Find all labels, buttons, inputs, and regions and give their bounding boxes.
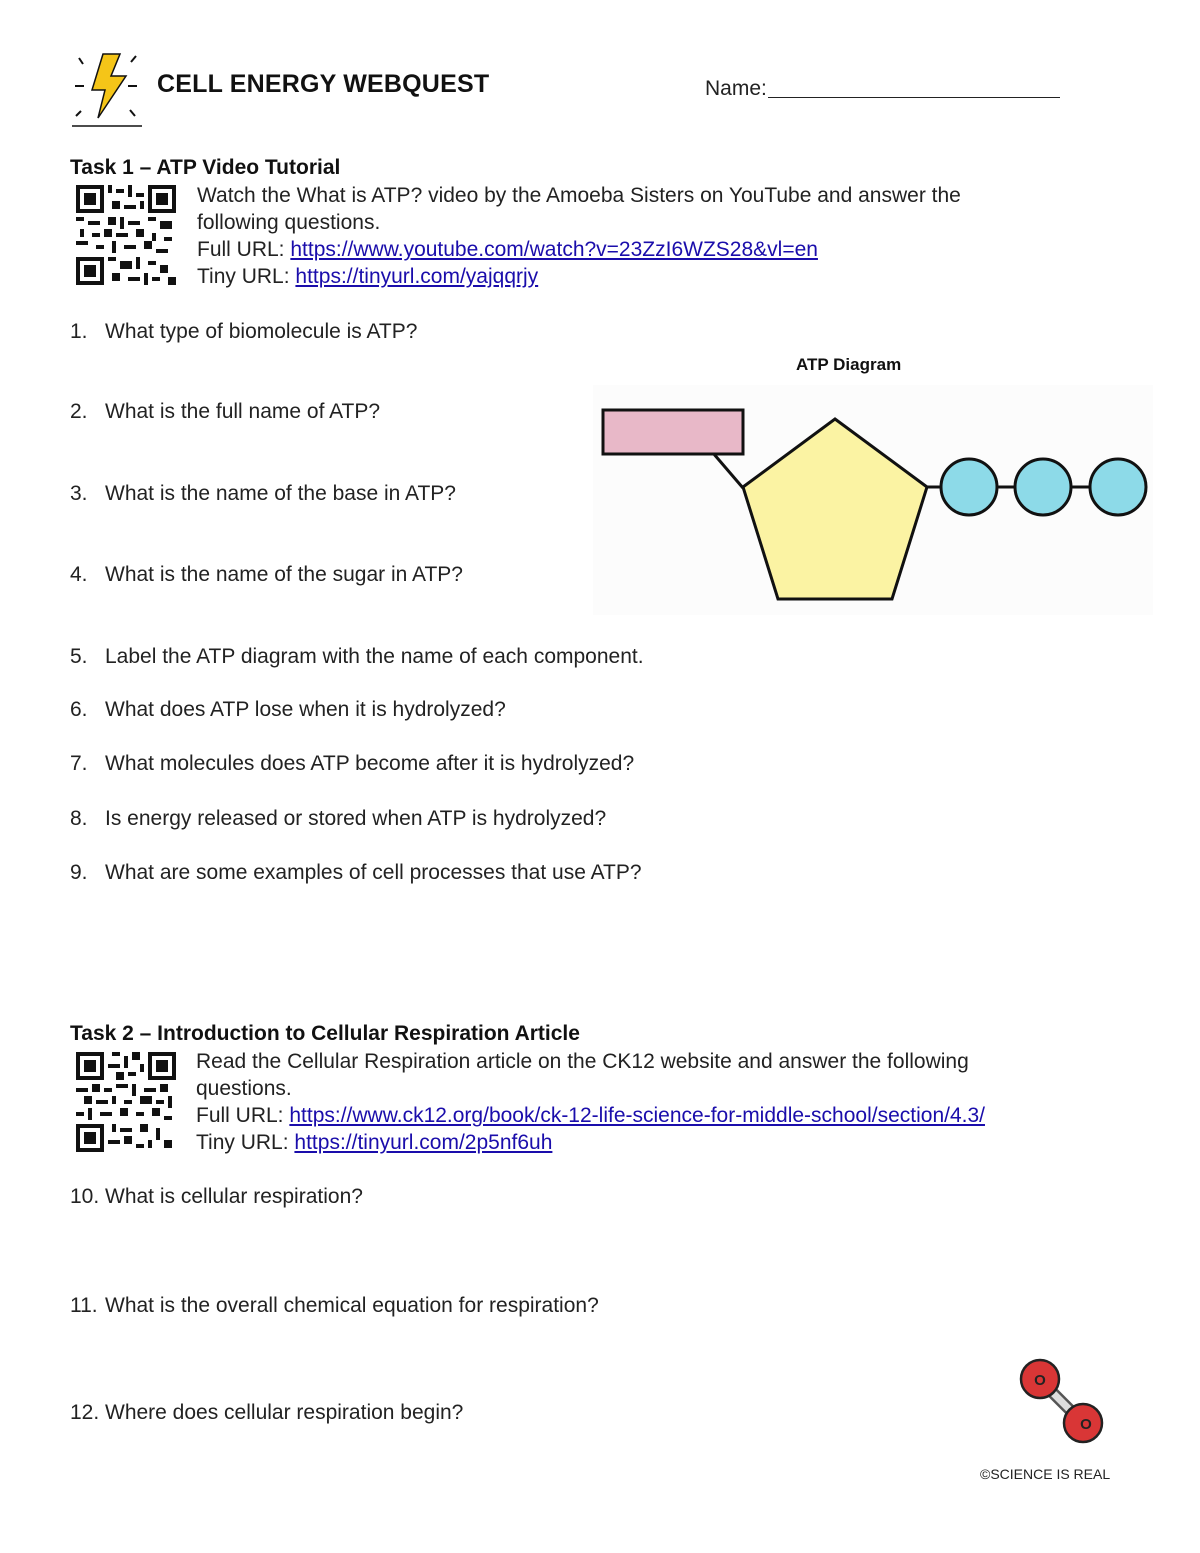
task1-full-url-link[interactable]: https://www.youtube.com/watch?v=23ZzI6WZS28&vl=en (290, 238, 818, 261)
full-url-label: Full URL: (196, 1104, 290, 1127)
question-9: 9. What are some examples of cell processes that use ATP? (70, 861, 642, 884)
task2-tiny-url-link[interactable]: https://tinyurl.com/2p5nf6uh (294, 1131, 553, 1154)
task1-tiny-url-link[interactable]: https://tinyurl.com/yajqqrjy (295, 265, 539, 288)
phosphate-circle-1 (941, 459, 997, 515)
page-title: CELL ENERGY WEBQUEST (157, 70, 490, 98)
task1-line2: following questions. (197, 211, 381, 234)
qr-code-icon (76, 185, 176, 290)
base-rectangle (603, 410, 743, 454)
question-2: 2. What is the full name of ATP? (70, 400, 381, 423)
name-label: Name: (705, 77, 767, 100)
task2-full-url-row (196, 1102, 985, 1129)
question-1: 1. What type of biomolecule is ATP? (70, 320, 418, 343)
task2-tiny-url-row (196, 1129, 985, 1156)
question-5: 5. Label the ATP diagram with the name of each component. (70, 645, 644, 668)
atp-diagram (593, 385, 1153, 615)
task2-line2: questions. (196, 1077, 292, 1100)
copyright-text: ©SCIENCE IS REAL (980, 1466, 1111, 1482)
tiny-url-label: Tiny URL: (197, 265, 296, 288)
atom-label-1: O (1034, 1372, 1046, 1389)
full-url-label: Full URL: (197, 238, 291, 261)
question-11: 11. What is the overall chemical equation for respiration? (70, 1294, 599, 1317)
task1-instructions (197, 182, 961, 290)
task2-full-url-link[interactable]: https://www.ck12.org/book/ck-12-life-science-for-middle-school/section/4.3/ (289, 1104, 985, 1127)
task1-tiny-url-row (197, 263, 961, 290)
task1-heading: Task 1 – ATP Video Tutorial (70, 156, 341, 179)
question-8: 8. Is energy released or stored when ATP is hydrolyzed? (70, 807, 607, 830)
question-4: 4. What is the name of the sugar in ATP? (70, 563, 463, 586)
question-10: 10. What is cellular respiration? (70, 1185, 363, 1208)
task2-line1: Read the Cellular Respiration article on the CK12 website and answer the following (196, 1050, 969, 1073)
phosphate-circle-2 (1015, 459, 1071, 515)
tiny-url-label: Tiny URL: (196, 1131, 295, 1154)
question-12: 12. Where does cellular respiration begin? (70, 1401, 464, 1424)
task2-heading: Task 2 – Introduction to Cellular Respiration Article (70, 1022, 580, 1045)
question-7: 7. What molecules does ATP become after it is hydrolyzed? (70, 752, 635, 775)
atom-label-2: O (1080, 1416, 1092, 1433)
question-6: 6. What does ATP lose when it is hydrolyzed? (70, 698, 506, 721)
question-3: 3. What is the name of the base in ATP? (70, 482, 456, 505)
phosphate-circle-3 (1090, 459, 1146, 515)
task1-full-url-row (197, 236, 961, 263)
task2-instructions (196, 1048, 985, 1156)
diagram-title: ATP Diagram (796, 355, 902, 374)
oxygen-molecule-icon (1015, 1357, 1110, 1447)
task1-line1: Watch the What is ATP? video by the Amoeba Sisters on YouTube and answer the (197, 184, 961, 207)
qr-code-icon (76, 1052, 176, 1157)
name-field-line (768, 97, 1060, 98)
lightning-bolt-icon (70, 50, 145, 130)
